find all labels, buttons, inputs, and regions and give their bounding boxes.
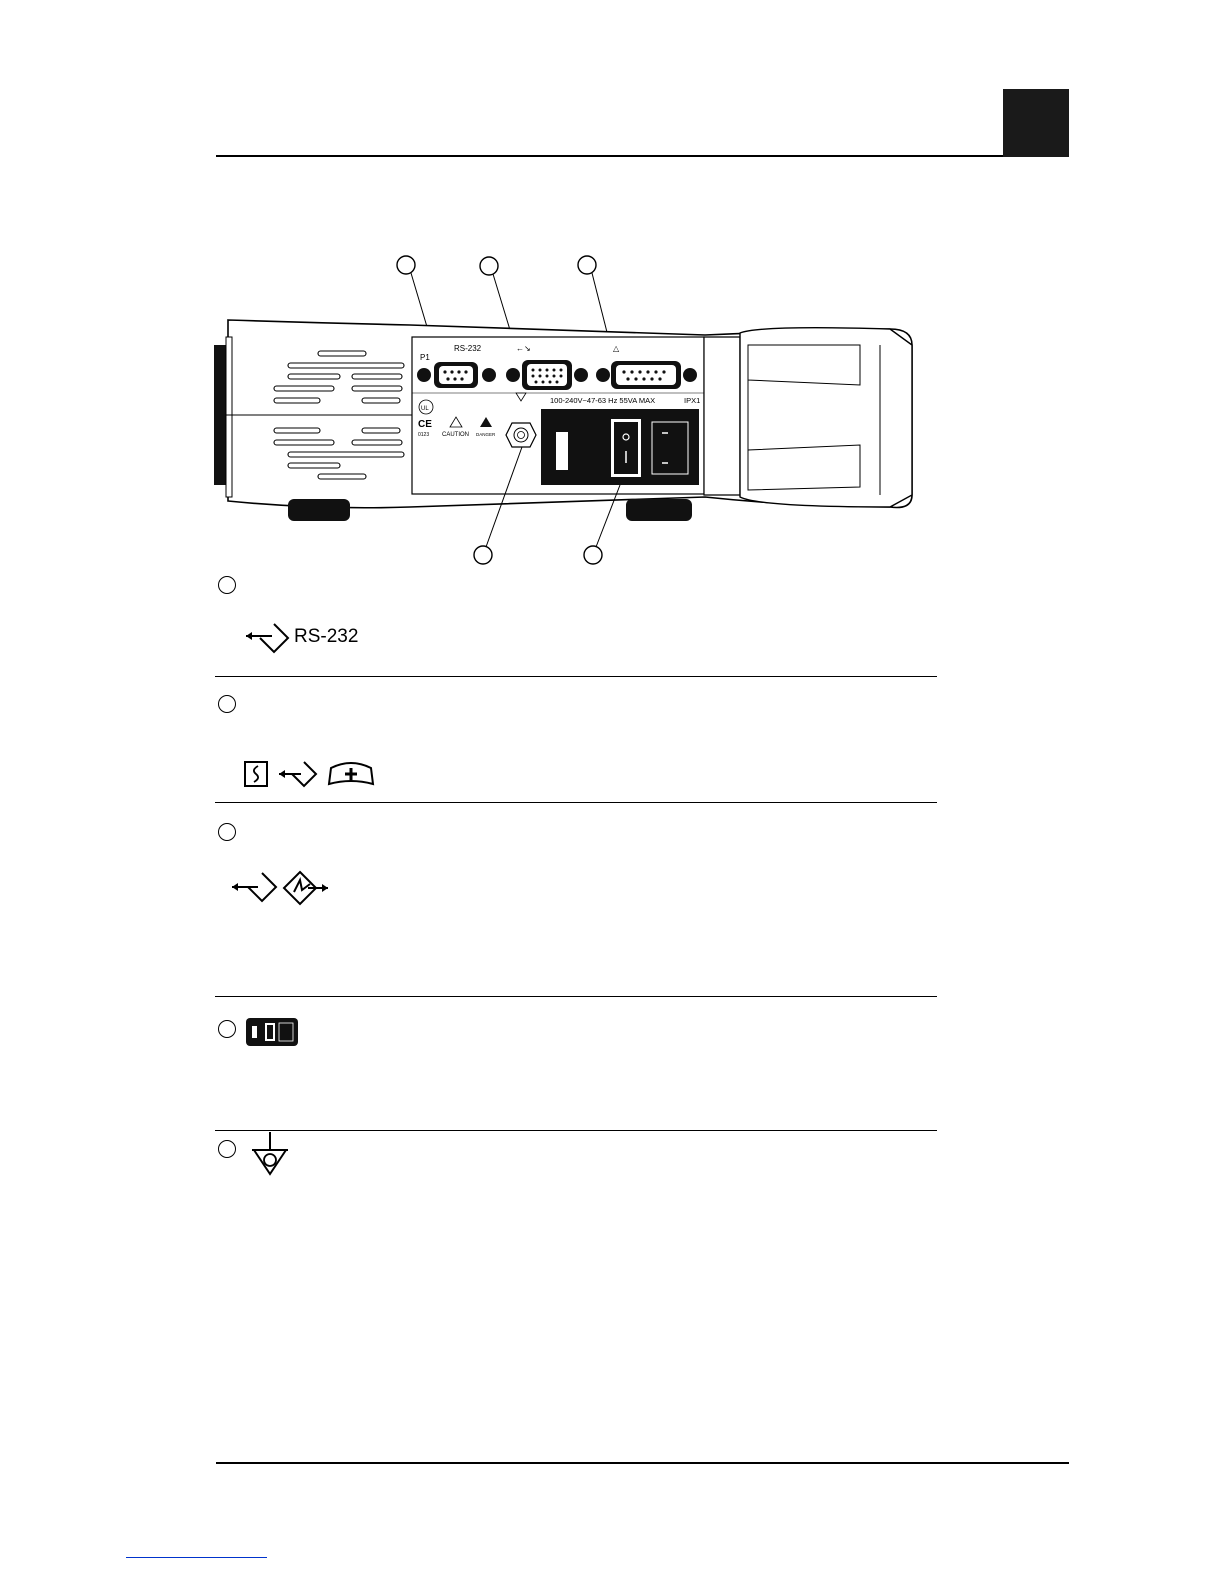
power-entry-module-icon xyxy=(245,1017,299,1047)
section-divider xyxy=(215,996,937,997)
callout-5 xyxy=(584,546,602,564)
item-2-marker xyxy=(218,695,236,713)
item-4-marker xyxy=(218,1020,236,1038)
item-5-marker xyxy=(218,1140,236,1158)
ce-number: 0123 xyxy=(418,432,430,438)
item-1-marker xyxy=(218,576,236,594)
callout-3 xyxy=(578,256,596,274)
ce-label: CE xyxy=(418,419,432,430)
ipx-label: IPX1 xyxy=(684,396,701,405)
chapter-tab xyxy=(1003,89,1069,157)
footer-rule xyxy=(216,1462,1069,1464)
section-divider xyxy=(215,802,937,803)
port-p1-label: P1 xyxy=(420,353,430,362)
rs232-arrow-icon xyxy=(244,620,294,656)
caution-label: CAUTION xyxy=(442,432,469,438)
power-rating-label: 100-240V~47-63 Hz 55VA MAX xyxy=(550,396,656,405)
rs232-symbol-text: RS-232 xyxy=(294,626,359,647)
section-divider xyxy=(215,676,937,677)
port-rs232-label: RS-232 xyxy=(454,344,482,353)
device-rear-panel-figure xyxy=(200,245,930,575)
danger-label: DANGER xyxy=(476,432,496,437)
section-divider xyxy=(215,1130,937,1131)
ecg-arrow-nurse-call-icon xyxy=(243,756,378,792)
callout-1 xyxy=(397,256,415,274)
header-rule xyxy=(216,155,1069,157)
arrow-defib-sync-icon xyxy=(230,868,334,906)
svg-text:←↘: ←↘ xyxy=(516,344,531,353)
callout-4 xyxy=(474,546,492,564)
svg-text:△: △ xyxy=(613,344,620,353)
equipotential-ground-icon xyxy=(250,1130,290,1176)
item-3-marker xyxy=(218,823,236,841)
footer-link-underline[interactable] xyxy=(126,1557,267,1558)
callout-2 xyxy=(480,257,498,275)
ul-label: UL xyxy=(421,406,429,412)
